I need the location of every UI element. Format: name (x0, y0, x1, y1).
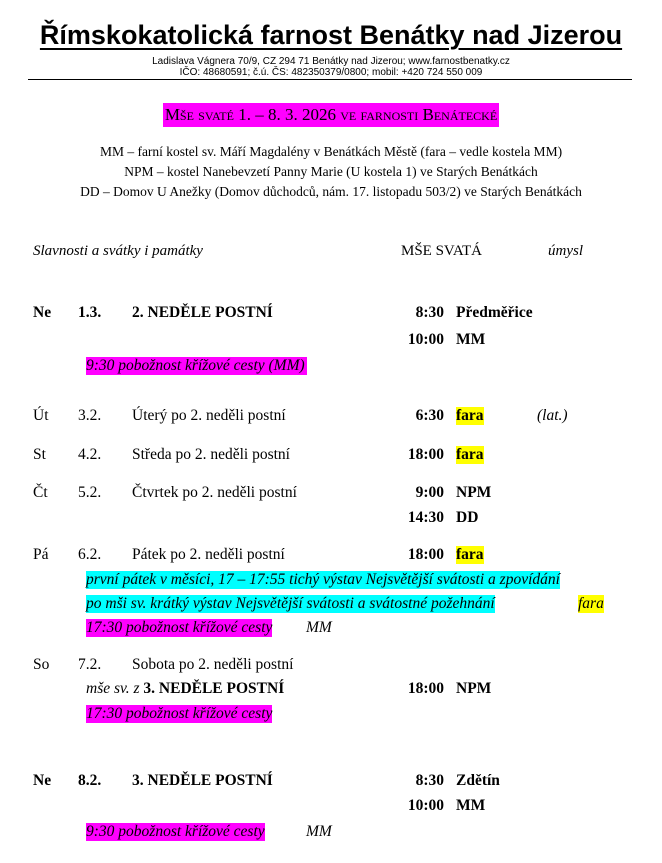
mass-place: MM (456, 331, 486, 348)
mass-time: 9:00 (415, 484, 444, 501)
address-line: Ladislava Vágnera 70/9, CZ 294 71 Benátky nad Jizerou; www.farnostbenatky.cz (152, 56, 510, 67)
feast-name: 2. NEDĚLE POSTNÍ (132, 304, 273, 321)
feast-name: Pátek po 2. neděli postní (132, 546, 285, 563)
vigil-feast: 3. NEDĚLE POSTNÍ (143, 680, 285, 697)
feast-name: 3. NEDĚLE POSTNÍ (132, 772, 273, 789)
mass-time: 18:00 (407, 446, 444, 463)
day-label: Út (33, 407, 49, 424)
day-label: So (33, 656, 50, 673)
day-label: Pá (33, 546, 49, 563)
mass-time: 14:30 (407, 509, 444, 526)
day-label: Ne (33, 304, 52, 321)
mass-place: DD (456, 509, 479, 526)
legend-dd: DD – Domov U Anežky (Domov důchodců, nám. 17. listopadu 503/2) ve Starých Benátkách (80, 184, 582, 199)
mass-time: 18:00 (407, 546, 444, 563)
feast-name: Úterý po 2. neděli postní (132, 407, 286, 424)
mass-time: 10:00 (407, 797, 444, 814)
id-line: IČO: 48680591; č.ú. ČS: 482350379/0800; mobil: +420 724 550 009 (179, 67, 483, 78)
date-label: 7.2. (78, 656, 102, 673)
vigil-line (86, 680, 284, 698)
mass-place: fara (456, 446, 484, 463)
mass-time: 8:30 (415, 304, 444, 321)
feast-name: Středa po 2. neděli postní (132, 446, 290, 463)
date-label: 6.2. (78, 546, 102, 563)
stations-note: 17:30 pobožnost křížové cesty (86, 619, 273, 636)
feast-name: Sobota po 2. neděli postní (132, 656, 294, 673)
day-label: Čt (33, 484, 48, 501)
date-label: 8.2. (78, 772, 102, 789)
mass-time: 6:30 (415, 407, 444, 424)
mass-place: fara (456, 407, 484, 424)
column-masses: MŠE SVATÁ (401, 243, 482, 259)
day-label: St (33, 446, 46, 463)
mass-time: 18:00 (407, 680, 444, 697)
first-friday-note: první pátek v měsíci, 17 – 17:55 tichý výstav Nejsvětější svátosti a zpovídání (86, 571, 560, 588)
date-label: 1.3. (78, 304, 102, 321)
benediction-place: fara (578, 595, 604, 612)
column-feasts: Slavnosti a svátky i památky (33, 243, 203, 259)
legend-mm: MM – farní kostel sv. Máří Magdalény v Benátkách Městě (fara – vedle kostela MM) (99, 144, 563, 159)
parish-title: Římskokatolická farnost Benátky nad Jizerou (39, 20, 623, 50)
mass-place: fara (456, 546, 484, 563)
mass-place: NPM (456, 680, 492, 697)
mass-time: 10:00 (407, 331, 444, 348)
vigil-prefix: mše sv. z (86, 680, 140, 697)
date-label: 3.2. (78, 407, 102, 424)
header-divider (28, 79, 632, 80)
stations-note: 9:30 pobožnost křížové cesty (MM) (86, 357, 305, 374)
column-intention: úmysl (548, 243, 583, 259)
mass-time: 8:30 (415, 772, 444, 789)
benediction-note: po mši sv. krátký výstav Nejsvětější svátosti a svátostné požehnání (86, 595, 495, 612)
date-label: 5.2. (78, 484, 102, 501)
banner-container (0, 103, 662, 127)
legend-npm: NPM – kostel Nanebevzetí Panny Marie (U kostela 1) ve Starých Benátkách (124, 164, 538, 179)
mass-intention: (lat.) (537, 407, 568, 424)
mass-place: Zdětín (456, 772, 500, 789)
stations-place: MM (306, 619, 332, 636)
day-label: Ne (33, 772, 52, 789)
mass-place: MM (456, 797, 486, 814)
date-label: 4.2. (78, 446, 102, 463)
stations-note: 9:30 pobožnost křížové cesty (86, 823, 265, 840)
feast-name: Čtvrtek po 2. neděli postní (132, 484, 297, 501)
schedule-banner: Mše svaté 1. – 8. 3. 2026 ve farnosti Benátecké (163, 103, 499, 127)
mass-place: Předměřice (456, 304, 533, 321)
stations-note: 17:30 pobožnost křížové cesty (86, 705, 273, 722)
mass-place: NPM (456, 484, 492, 501)
stations-place: MM (306, 823, 332, 840)
